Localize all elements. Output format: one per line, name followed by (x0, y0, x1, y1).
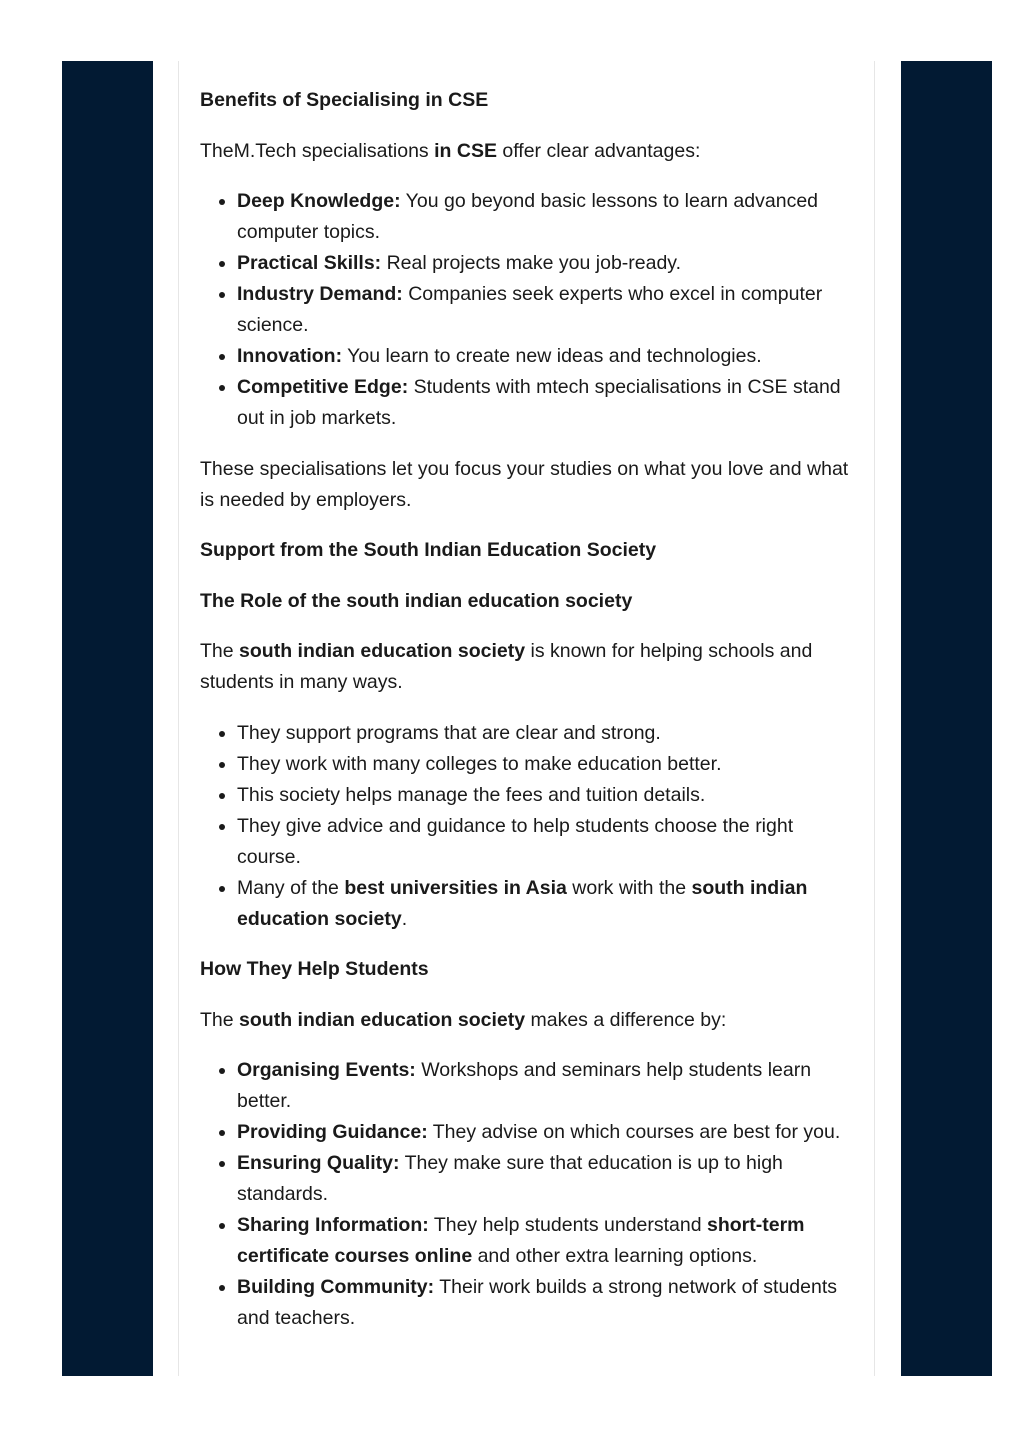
list-item: • This society helps manage the fees and tuition details. (237, 780, 855, 811)
list-item-text: They help students understand (428, 1214, 707, 1236)
list-item (237, 1148, 855, 1210)
list-item-text: You go beyond basic lessons to learn advanced computer topics. (237, 190, 819, 243)
list-item-term: Ensuring Quality: (237, 1152, 400, 1174)
list-item (237, 873, 855, 935)
list-item (237, 1055, 855, 1117)
benefits-closing: These specialisations let you focus your studies on what you love and what is needed by employers. (200, 457, 849, 511)
article-body (200, 85, 855, 1354)
role-intro (200, 636, 855, 698)
list-item-term: Organising Events: (237, 1059, 416, 1081)
list-item-text: work with the (566, 876, 692, 899)
role-list (200, 718, 855, 935)
list-item-bold: short-term certificate courses online (237, 1214, 805, 1267)
list-item-text: They make sure that education is up to high standards. (237, 1152, 783, 1205)
list-item-text: You learn to create new ideas and technologies. (342, 345, 762, 367)
list-item-text: Students with mtech specialisations in CSE stand out in job markets. (237, 376, 841, 429)
list-item-bold: best universities in Asia (344, 876, 567, 899)
benefits-intro-text: TheM.Tech specialisations (200, 139, 435, 162)
help-list (200, 1055, 855, 1334)
list-item-term: Providing Guidance: (237, 1121, 428, 1143)
help-intro-bold: south indian education society (239, 1008, 526, 1031)
list-item (237, 248, 855, 279)
help-intro-text-end: makes a difference by: (525, 1008, 727, 1031)
role-intro-text-end: is known for helping schools and students in many ways. (200, 640, 813, 693)
list-item-text: and other extra learning options. (472, 1245, 758, 1267)
list-item-term: Deep Knowledge: (237, 190, 401, 212)
left-dark-sidebar (62, 61, 153, 1376)
list-item-term: Practical Skills: (237, 252, 382, 274)
list-item-term: Building Community: (237, 1276, 435, 1298)
role-intro-bold: south indian education society (239, 640, 526, 662)
list-item-text: Workshops and seminars help students learn better. (237, 1059, 812, 1112)
benefits-list (200, 186, 855, 434)
section-heading-help: How They Help Students (200, 958, 429, 980)
list-item-term: Sharing Information: (237, 1214, 429, 1236)
list-item-term: Competitive Edge: (237, 376, 409, 398)
list-item-text: They advise on which courses are best for you. (427, 1121, 841, 1143)
right-dark-sidebar (901, 61, 992, 1376)
list-item (237, 372, 855, 434)
help-intro (200, 1005, 855, 1036)
list-item (237, 341, 855, 372)
list-item-text: Real projects make you job-ready. (381, 252, 682, 274)
role-intro-text: The (200, 640, 240, 662)
list-item-term: Industry Demand: (237, 283, 403, 305)
list-item: • They work with many colleges to make education better. (237, 749, 855, 780)
list-item (237, 1272, 855, 1334)
benefits-intro (200, 136, 855, 167)
help-intro-text: The (200, 1008, 240, 1031)
list-item-text: Companies seek experts who excel in computer science. (237, 283, 823, 336)
list-item-bold: south indian education society (237, 876, 808, 930)
article-content-card (178, 61, 875, 1376)
list-item (237, 1117, 855, 1148)
section-heading-benefits: Benefits of Specialising in CSE (200, 89, 489, 111)
benefits-intro-bold: in CSE (434, 139, 497, 162)
list-item (237, 186, 855, 248)
benefits-intro-text-end: offer clear advantages: (496, 139, 701, 162)
list-item-text: Many of the (237, 876, 345, 899)
subheading-role: The Role of the south indian education society (200, 589, 633, 612)
list-item (237, 279, 855, 341)
section-heading-support: Support from the South Indian Education Society (200, 539, 657, 561)
list-item (237, 1210, 855, 1272)
list-item-term: Innovation: (237, 345, 343, 367)
list-item: • They support programs that are clear and strong. (237, 718, 855, 749)
list-item: • They give advice and guidance to help students choose the right course. (237, 811, 855, 873)
list-item-text: . (401, 907, 408, 930)
list-item-text: Their work builds a strong network of students and teachers. (237, 1276, 837, 1329)
